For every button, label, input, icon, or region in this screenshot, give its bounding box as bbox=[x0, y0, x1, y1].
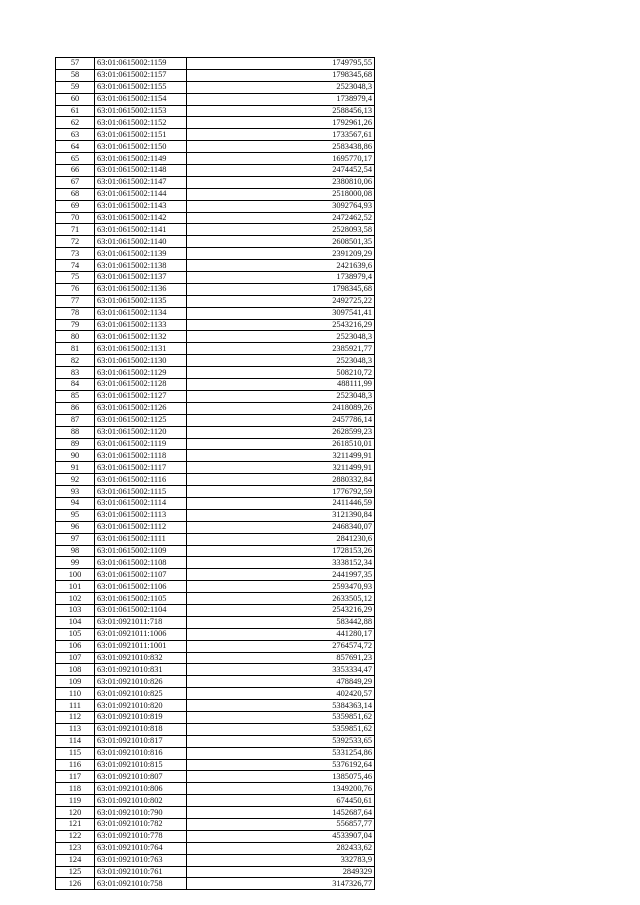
cadastral-number-cell: 63:01:0615002:1104 bbox=[95, 604, 187, 616]
cadastral-value-cell: 3121390,84 bbox=[187, 509, 375, 521]
table-row bbox=[56, 652, 375, 664]
table-row bbox=[56, 759, 375, 771]
cadastral-number-cell: 63:01:0615002:1106 bbox=[95, 581, 187, 593]
table-row bbox=[56, 723, 375, 735]
cadastral-value-cell: 2849329 bbox=[187, 866, 375, 878]
table-row bbox=[56, 367, 375, 379]
row-number-cell: 79 bbox=[56, 319, 95, 331]
cadastral-value-cell: 2474452,54 bbox=[187, 165, 375, 177]
table-row bbox=[56, 343, 375, 355]
row-number-cell: 113 bbox=[56, 723, 95, 735]
cadastral-number-cell: 63:01:0921010:758 bbox=[95, 878, 187, 890]
row-number-cell: 126 bbox=[56, 878, 95, 890]
cadastral-value-cell: 583442,88 bbox=[187, 616, 375, 628]
row-number-cell: 65 bbox=[56, 153, 95, 165]
table-row bbox=[56, 248, 375, 260]
table-row bbox=[56, 866, 375, 878]
table-row bbox=[56, 414, 375, 426]
cadastral-value-cell: 2880332,84 bbox=[187, 474, 375, 486]
row-number-cell: 74 bbox=[56, 260, 95, 272]
table-row bbox=[56, 557, 375, 569]
table-row bbox=[56, 830, 375, 842]
cadastral-value-cell: 2468340,07 bbox=[187, 521, 375, 533]
cadastral-value-cell: 2523048,3 bbox=[187, 355, 375, 367]
table-row bbox=[56, 628, 375, 640]
cadastral-value-cell: 2583438,86 bbox=[187, 141, 375, 153]
cadastral-number-cell: 63:01:0921010:825 bbox=[95, 688, 187, 700]
row-number-cell: 69 bbox=[56, 200, 95, 212]
table-row bbox=[56, 117, 375, 129]
row-number-cell: 67 bbox=[56, 176, 95, 188]
table-row bbox=[56, 533, 375, 545]
table-row bbox=[56, 379, 375, 391]
row-number-cell: 92 bbox=[56, 474, 95, 486]
row-number-cell: 125 bbox=[56, 866, 95, 878]
cadastral-number-cell: 63:01:0615002:1133 bbox=[95, 319, 187, 331]
cadastral-value-cell: 2764574,72 bbox=[187, 640, 375, 652]
table-row bbox=[56, 200, 375, 212]
cadastral-number-cell: 63:01:0921010:790 bbox=[95, 807, 187, 819]
row-number-cell: 101 bbox=[56, 581, 95, 593]
row-number-cell: 100 bbox=[56, 569, 95, 581]
cadastral-number-cell: 63:01:0615002:1148 bbox=[95, 165, 187, 177]
cadastral-number-cell: 63:01:0615002:1139 bbox=[95, 248, 187, 260]
table-row bbox=[56, 260, 375, 272]
cadastral-value-cell: 2492725,22 bbox=[187, 295, 375, 307]
table-row bbox=[56, 819, 375, 831]
table-row bbox=[56, 438, 375, 450]
row-number-cell: 75 bbox=[56, 272, 95, 284]
row-number-cell: 85 bbox=[56, 390, 95, 402]
table-row bbox=[56, 604, 375, 616]
cadastral-value-cell: 2380810,06 bbox=[187, 176, 375, 188]
cadastral-number-cell: 63:01:0615002:1126 bbox=[95, 402, 187, 414]
row-number-cell: 91 bbox=[56, 462, 95, 474]
cadastral-number-cell: 63:01:0615002:1128 bbox=[95, 379, 187, 391]
row-number-cell: 103 bbox=[56, 604, 95, 616]
table-row bbox=[56, 581, 375, 593]
cadastral-number-cell: 63:01:0921010:819 bbox=[95, 711, 187, 723]
table-row bbox=[56, 93, 375, 105]
cadastral-value-cell: 2523048,3 bbox=[187, 390, 375, 402]
cadastral-number-cell: 63:01:0615002:1131 bbox=[95, 343, 187, 355]
cadastral-number-cell: 63:01:0615002:1155 bbox=[95, 81, 187, 93]
row-number-cell: 108 bbox=[56, 664, 95, 676]
row-number-cell: 61 bbox=[56, 105, 95, 117]
cadastral-value-cell: 2608501,35 bbox=[187, 236, 375, 248]
row-number-cell: 81 bbox=[56, 343, 95, 355]
cadastral-number-cell: 63:01:0921010:806 bbox=[95, 783, 187, 795]
cadastral-value-table bbox=[55, 57, 375, 890]
cadastral-value-cell: 1733567,61 bbox=[187, 129, 375, 141]
table-row bbox=[56, 842, 375, 854]
row-number-cell: 96 bbox=[56, 521, 95, 533]
row-number-cell: 80 bbox=[56, 331, 95, 343]
table-row bbox=[56, 771, 375, 783]
cadastral-value-cell: 3211499,91 bbox=[187, 450, 375, 462]
cadastral-number-cell: 63:01:0615002:1140 bbox=[95, 236, 187, 248]
cadastral-number-cell: 63:01:0921010:832 bbox=[95, 652, 187, 664]
cadastral-value-cell: 2518000,08 bbox=[187, 188, 375, 200]
row-number-cell: 98 bbox=[56, 545, 95, 557]
table-row bbox=[56, 176, 375, 188]
table-row bbox=[56, 319, 375, 331]
cadastral-value-cell: 1798345,68 bbox=[187, 283, 375, 295]
cadastral-number-cell: 63:01:0615002:1134 bbox=[95, 307, 187, 319]
cadastral-number-cell: 63:01:0615002:1157 bbox=[95, 69, 187, 81]
cadastral-number-cell: 63:01:0615002:1137 bbox=[95, 272, 187, 284]
cadastral-number-cell: 63:01:0615002:1132 bbox=[95, 331, 187, 343]
row-number-cell: 123 bbox=[56, 842, 95, 854]
cadastral-number-cell: 63:01:0615002:1125 bbox=[95, 414, 187, 426]
row-number-cell: 84 bbox=[56, 379, 95, 391]
table-row bbox=[56, 795, 375, 807]
table-row bbox=[56, 497, 375, 509]
cadastral-number-cell: 63:01:0921010:761 bbox=[95, 866, 187, 878]
cadastral-number-cell: 63:01:0615002:1149 bbox=[95, 153, 187, 165]
table-body bbox=[56, 58, 375, 890]
table-row bbox=[56, 307, 375, 319]
row-number-cell: 120 bbox=[56, 807, 95, 819]
row-number-cell: 102 bbox=[56, 593, 95, 605]
cadastral-value-cell: 3147326,77 bbox=[187, 878, 375, 890]
cadastral-number-cell: 63:01:0921010:820 bbox=[95, 700, 187, 712]
cadastral-value-cell: 1385075,46 bbox=[187, 771, 375, 783]
table-row bbox=[56, 878, 375, 890]
table-row bbox=[56, 711, 375, 723]
table-row bbox=[56, 545, 375, 557]
row-number-cell: 86 bbox=[56, 402, 95, 414]
cadastral-value-cell: 1452687,64 bbox=[187, 807, 375, 819]
row-number-cell: 115 bbox=[56, 747, 95, 759]
cadastral-number-cell: 63:01:0615002:1114 bbox=[95, 497, 187, 509]
cadastral-value-cell: 488111,99 bbox=[187, 379, 375, 391]
row-number-cell: 114 bbox=[56, 735, 95, 747]
cadastral-number-cell: 63:01:0921010:778 bbox=[95, 830, 187, 842]
cadastral-value-cell: 402420,57 bbox=[187, 688, 375, 700]
table-row bbox=[56, 355, 375, 367]
row-number-cell: 72 bbox=[56, 236, 95, 248]
cadastral-value-cell: 3097541,41 bbox=[187, 307, 375, 319]
cadastral-value-cell: 1749795,55 bbox=[187, 58, 375, 70]
row-number-cell: 93 bbox=[56, 486, 95, 498]
table-row bbox=[56, 664, 375, 676]
cadastral-value-cell: 508210,72 bbox=[187, 367, 375, 379]
cadastral-number-cell: 63:01:0615002:1144 bbox=[95, 188, 187, 200]
table-row bbox=[56, 747, 375, 759]
cadastral-value-cell: 3338152,34 bbox=[187, 557, 375, 569]
table-row bbox=[56, 426, 375, 438]
cadastral-number-cell: 63:01:0921010:817 bbox=[95, 735, 187, 747]
cadastral-value-cell: 674450,61 bbox=[187, 795, 375, 807]
cadastral-number-cell: 63:01:0615002:1130 bbox=[95, 355, 187, 367]
cadastral-number-cell: 63:01:0615002:1150 bbox=[95, 141, 187, 153]
cadastral-number-cell: 63:01:0615002:1127 bbox=[95, 390, 187, 402]
row-number-cell: 82 bbox=[56, 355, 95, 367]
table-row bbox=[56, 783, 375, 795]
table-row bbox=[56, 450, 375, 462]
cadastral-value-cell: 2841230,6 bbox=[187, 533, 375, 545]
cadastral-number-cell: 63:01:0615002:1109 bbox=[95, 545, 187, 557]
cadastral-number-cell: 63:01:0921010:816 bbox=[95, 747, 187, 759]
cadastral-value-cell: 1349200,76 bbox=[187, 783, 375, 795]
table-row bbox=[56, 153, 375, 165]
table-row bbox=[56, 141, 375, 153]
row-number-cell: 59 bbox=[56, 81, 95, 93]
cadastral-number-cell: 63:01:0921010:815 bbox=[95, 759, 187, 771]
cadastral-value-cell: 5331254,86 bbox=[187, 747, 375, 759]
row-number-cell: 121 bbox=[56, 819, 95, 831]
row-number-cell: 63 bbox=[56, 129, 95, 141]
table-row bbox=[56, 69, 375, 81]
cadastral-number-cell: 63:01:0921010:763 bbox=[95, 854, 187, 866]
cadastral-value-cell: 3211499,91 bbox=[187, 462, 375, 474]
cadastral-value-cell: 1798345,68 bbox=[187, 69, 375, 81]
row-number-cell: 83 bbox=[56, 367, 95, 379]
cadastral-number-cell: 63:01:0615002:1116 bbox=[95, 474, 187, 486]
table-row bbox=[56, 616, 375, 628]
cadastral-value-cell: 2391209,29 bbox=[187, 248, 375, 260]
row-number-cell: 107 bbox=[56, 652, 95, 664]
row-number-cell: 77 bbox=[56, 295, 95, 307]
row-number-cell: 60 bbox=[56, 93, 95, 105]
cadastral-value-cell: 857691,23 bbox=[187, 652, 375, 664]
table-row bbox=[56, 854, 375, 866]
cadastral-value-cell: 5376192,64 bbox=[187, 759, 375, 771]
cadastral-value-cell: 3353334,47 bbox=[187, 664, 375, 676]
cadastral-value-cell: 2411446,59 bbox=[187, 497, 375, 509]
row-number-cell: 122 bbox=[56, 830, 95, 842]
cadastral-number-cell: 63:01:0615002:1113 bbox=[95, 509, 187, 521]
cadastral-value-cell: 1792961,26 bbox=[187, 117, 375, 129]
cadastral-number-cell: 63:01:0615002:1105 bbox=[95, 593, 187, 605]
cadastral-number-cell: 63:01:0921010:807 bbox=[95, 771, 187, 783]
cadastral-value-cell: 2421639,6 bbox=[187, 260, 375, 272]
cadastral-number-cell: 63:01:0921011:1001 bbox=[95, 640, 187, 652]
row-number-cell: 68 bbox=[56, 188, 95, 200]
cadastral-number-cell: 63:01:0615002:1138 bbox=[95, 260, 187, 272]
cadastral-value-cell: 1738979,4 bbox=[187, 93, 375, 105]
cadastral-number-cell: 63:01:0921010:764 bbox=[95, 842, 187, 854]
row-number-cell: 119 bbox=[56, 795, 95, 807]
row-number-cell: 94 bbox=[56, 497, 95, 509]
cadastral-number-cell: 63:01:0921010:831 bbox=[95, 664, 187, 676]
cadastral-number-cell: 63:01:0615002:1111 bbox=[95, 533, 187, 545]
table-row bbox=[56, 474, 375, 486]
cadastral-number-cell: 63:01:0615002:1135 bbox=[95, 295, 187, 307]
cadastral-value-cell: 3092764,93 bbox=[187, 200, 375, 212]
cadastral-number-cell: 63:01:0921010:782 bbox=[95, 819, 187, 831]
table-row bbox=[56, 295, 375, 307]
table-row bbox=[56, 569, 375, 581]
cadastral-value-cell: 5392533,65 bbox=[187, 735, 375, 747]
row-number-cell: 95 bbox=[56, 509, 95, 521]
cadastral-value-cell: 1738979,4 bbox=[187, 272, 375, 284]
cadastral-value-cell: 2385921,77 bbox=[187, 343, 375, 355]
cadastral-value-cell: 478849,29 bbox=[187, 676, 375, 688]
row-number-cell: 112 bbox=[56, 711, 95, 723]
table-row bbox=[56, 283, 375, 295]
table-row bbox=[56, 593, 375, 605]
table-row bbox=[56, 486, 375, 498]
table-row bbox=[56, 165, 375, 177]
cadastral-number-cell: 63:01:0615002:1118 bbox=[95, 450, 187, 462]
cadastral-number-cell: 63:01:0615002:1108 bbox=[95, 557, 187, 569]
table-row bbox=[56, 236, 375, 248]
row-number-cell: 109 bbox=[56, 676, 95, 688]
cadastral-number-cell: 63:01:0615002:1154 bbox=[95, 93, 187, 105]
row-number-cell: 71 bbox=[56, 224, 95, 236]
cadastral-number-cell: 63:01:0615002:1143 bbox=[95, 200, 187, 212]
table-row bbox=[56, 272, 375, 284]
table-row bbox=[56, 521, 375, 533]
cadastral-number-cell: 63:01:0615002:1136 bbox=[95, 283, 187, 295]
row-number-cell: 87 bbox=[56, 414, 95, 426]
cadastral-number-cell: 63:01:0921010:826 bbox=[95, 676, 187, 688]
table-row bbox=[56, 676, 375, 688]
cadastral-number-cell: 63:01:0615002:1159 bbox=[95, 58, 187, 70]
table-row bbox=[56, 807, 375, 819]
table-row bbox=[56, 105, 375, 117]
table-row bbox=[56, 390, 375, 402]
row-number-cell: 62 bbox=[56, 117, 95, 129]
cadastral-number-cell: 63:01:0921010:818 bbox=[95, 723, 187, 735]
cadastral-value-cell: 556857,77 bbox=[187, 819, 375, 831]
row-number-cell: 88 bbox=[56, 426, 95, 438]
cadastral-number-cell: 63:01:0615002:1141 bbox=[95, 224, 187, 236]
row-number-cell: 58 bbox=[56, 69, 95, 81]
row-number-cell: 99 bbox=[56, 557, 95, 569]
table-row bbox=[56, 129, 375, 141]
table-row bbox=[56, 640, 375, 652]
row-number-cell: 66 bbox=[56, 165, 95, 177]
cadastral-value-cell: 5359851,62 bbox=[187, 711, 375, 723]
cadastral-number-cell: 63:01:0615002:1120 bbox=[95, 426, 187, 438]
table-row bbox=[56, 700, 375, 712]
cadastral-value-cell: 1728153,26 bbox=[187, 545, 375, 557]
row-number-cell: 97 bbox=[56, 533, 95, 545]
cadastral-value-cell: 2618510,01 bbox=[187, 438, 375, 450]
cadastral-number-cell: 63:01:0921011:718 bbox=[95, 616, 187, 628]
cadastral-value-cell: 2593470,93 bbox=[187, 581, 375, 593]
table-row bbox=[56, 331, 375, 343]
row-number-cell: 110 bbox=[56, 688, 95, 700]
cadastral-value-cell: 2523048,3 bbox=[187, 81, 375, 93]
table-row bbox=[56, 735, 375, 747]
table-row bbox=[56, 688, 375, 700]
cadastral-value-cell: 4533907,04 bbox=[187, 830, 375, 842]
row-number-cell: 78 bbox=[56, 307, 95, 319]
cadastral-number-cell: 63:01:0615002:1142 bbox=[95, 212, 187, 224]
row-number-cell: 70 bbox=[56, 212, 95, 224]
row-number-cell: 89 bbox=[56, 438, 95, 450]
cadastral-number-cell: 63:01:0615002:1129 bbox=[95, 367, 187, 379]
row-number-cell: 124 bbox=[56, 854, 95, 866]
cadastral-number-cell: 63:01:0615002:1119 bbox=[95, 438, 187, 450]
table-row bbox=[56, 58, 375, 70]
row-number-cell: 73 bbox=[56, 248, 95, 260]
cadastral-value-cell: 1695770,17 bbox=[187, 153, 375, 165]
row-number-cell: 118 bbox=[56, 783, 95, 795]
cadastral-value-cell: 2523048,3 bbox=[187, 331, 375, 343]
table-row bbox=[56, 402, 375, 414]
row-number-cell: 90 bbox=[56, 450, 95, 462]
cadastral-number-cell: 63:01:0615002:1152 bbox=[95, 117, 187, 129]
table-row bbox=[56, 188, 375, 200]
table-row bbox=[56, 81, 375, 93]
row-number-cell: 104 bbox=[56, 616, 95, 628]
cadastral-number-cell: 63:01:0615002:1115 bbox=[95, 486, 187, 498]
cadastral-number-cell: 63:01:0921010:802 bbox=[95, 795, 187, 807]
row-number-cell: 76 bbox=[56, 283, 95, 295]
cadastral-value-cell: 2588456,13 bbox=[187, 105, 375, 117]
cadastral-number-cell: 63:01:0615002:1107 bbox=[95, 569, 187, 581]
cadastral-value-cell: 2543216,29 bbox=[187, 604, 375, 616]
cadastral-number-cell: 63:01:0615002:1153 bbox=[95, 105, 187, 117]
row-number-cell: 111 bbox=[56, 700, 95, 712]
cadastral-value-cell: 2441997,35 bbox=[187, 569, 375, 581]
cadastral-value-cell: 5384363,14 bbox=[187, 700, 375, 712]
row-number-cell: 105 bbox=[56, 628, 95, 640]
cadastral-value-cell: 2628599,23 bbox=[187, 426, 375, 438]
cadastral-value-cell: 2472462,52 bbox=[187, 212, 375, 224]
cadastral-value-cell: 282433,62 bbox=[187, 842, 375, 854]
row-number-cell: 106 bbox=[56, 640, 95, 652]
cadastral-number-cell: 63:01:0615002:1117 bbox=[95, 462, 187, 474]
cadastral-value-cell: 441280,17 bbox=[187, 628, 375, 640]
row-number-cell: 116 bbox=[56, 759, 95, 771]
table-row bbox=[56, 462, 375, 474]
cadastral-number-cell: 63:01:0615002:1151 bbox=[95, 129, 187, 141]
cadastral-value-cell: 5359851,62 bbox=[187, 723, 375, 735]
cadastral-value-cell: 2457786,14 bbox=[187, 414, 375, 426]
cadastral-number-cell: 63:01:0921011:1006 bbox=[95, 628, 187, 640]
cadastral-value-cell: 2633505,12 bbox=[187, 593, 375, 605]
row-number-cell: 57 bbox=[56, 58, 95, 70]
table-row bbox=[56, 224, 375, 236]
table-row bbox=[56, 212, 375, 224]
row-number-cell: 64 bbox=[56, 141, 95, 153]
cadastral-number-cell: 63:01:0615002:1147 bbox=[95, 176, 187, 188]
cadastral-value-cell: 332783,9 bbox=[187, 854, 375, 866]
cadastral-value-cell: 1776792,59 bbox=[187, 486, 375, 498]
cadastral-number-cell: 63:01:0615002:1112 bbox=[95, 521, 187, 533]
cadastral-value-cell: 2528093,58 bbox=[187, 224, 375, 236]
cadastral-value-cell: 2543216,29 bbox=[187, 319, 375, 331]
row-number-cell: 117 bbox=[56, 771, 95, 783]
table-row bbox=[56, 509, 375, 521]
cadastral-value-cell: 2418089,26 bbox=[187, 402, 375, 414]
